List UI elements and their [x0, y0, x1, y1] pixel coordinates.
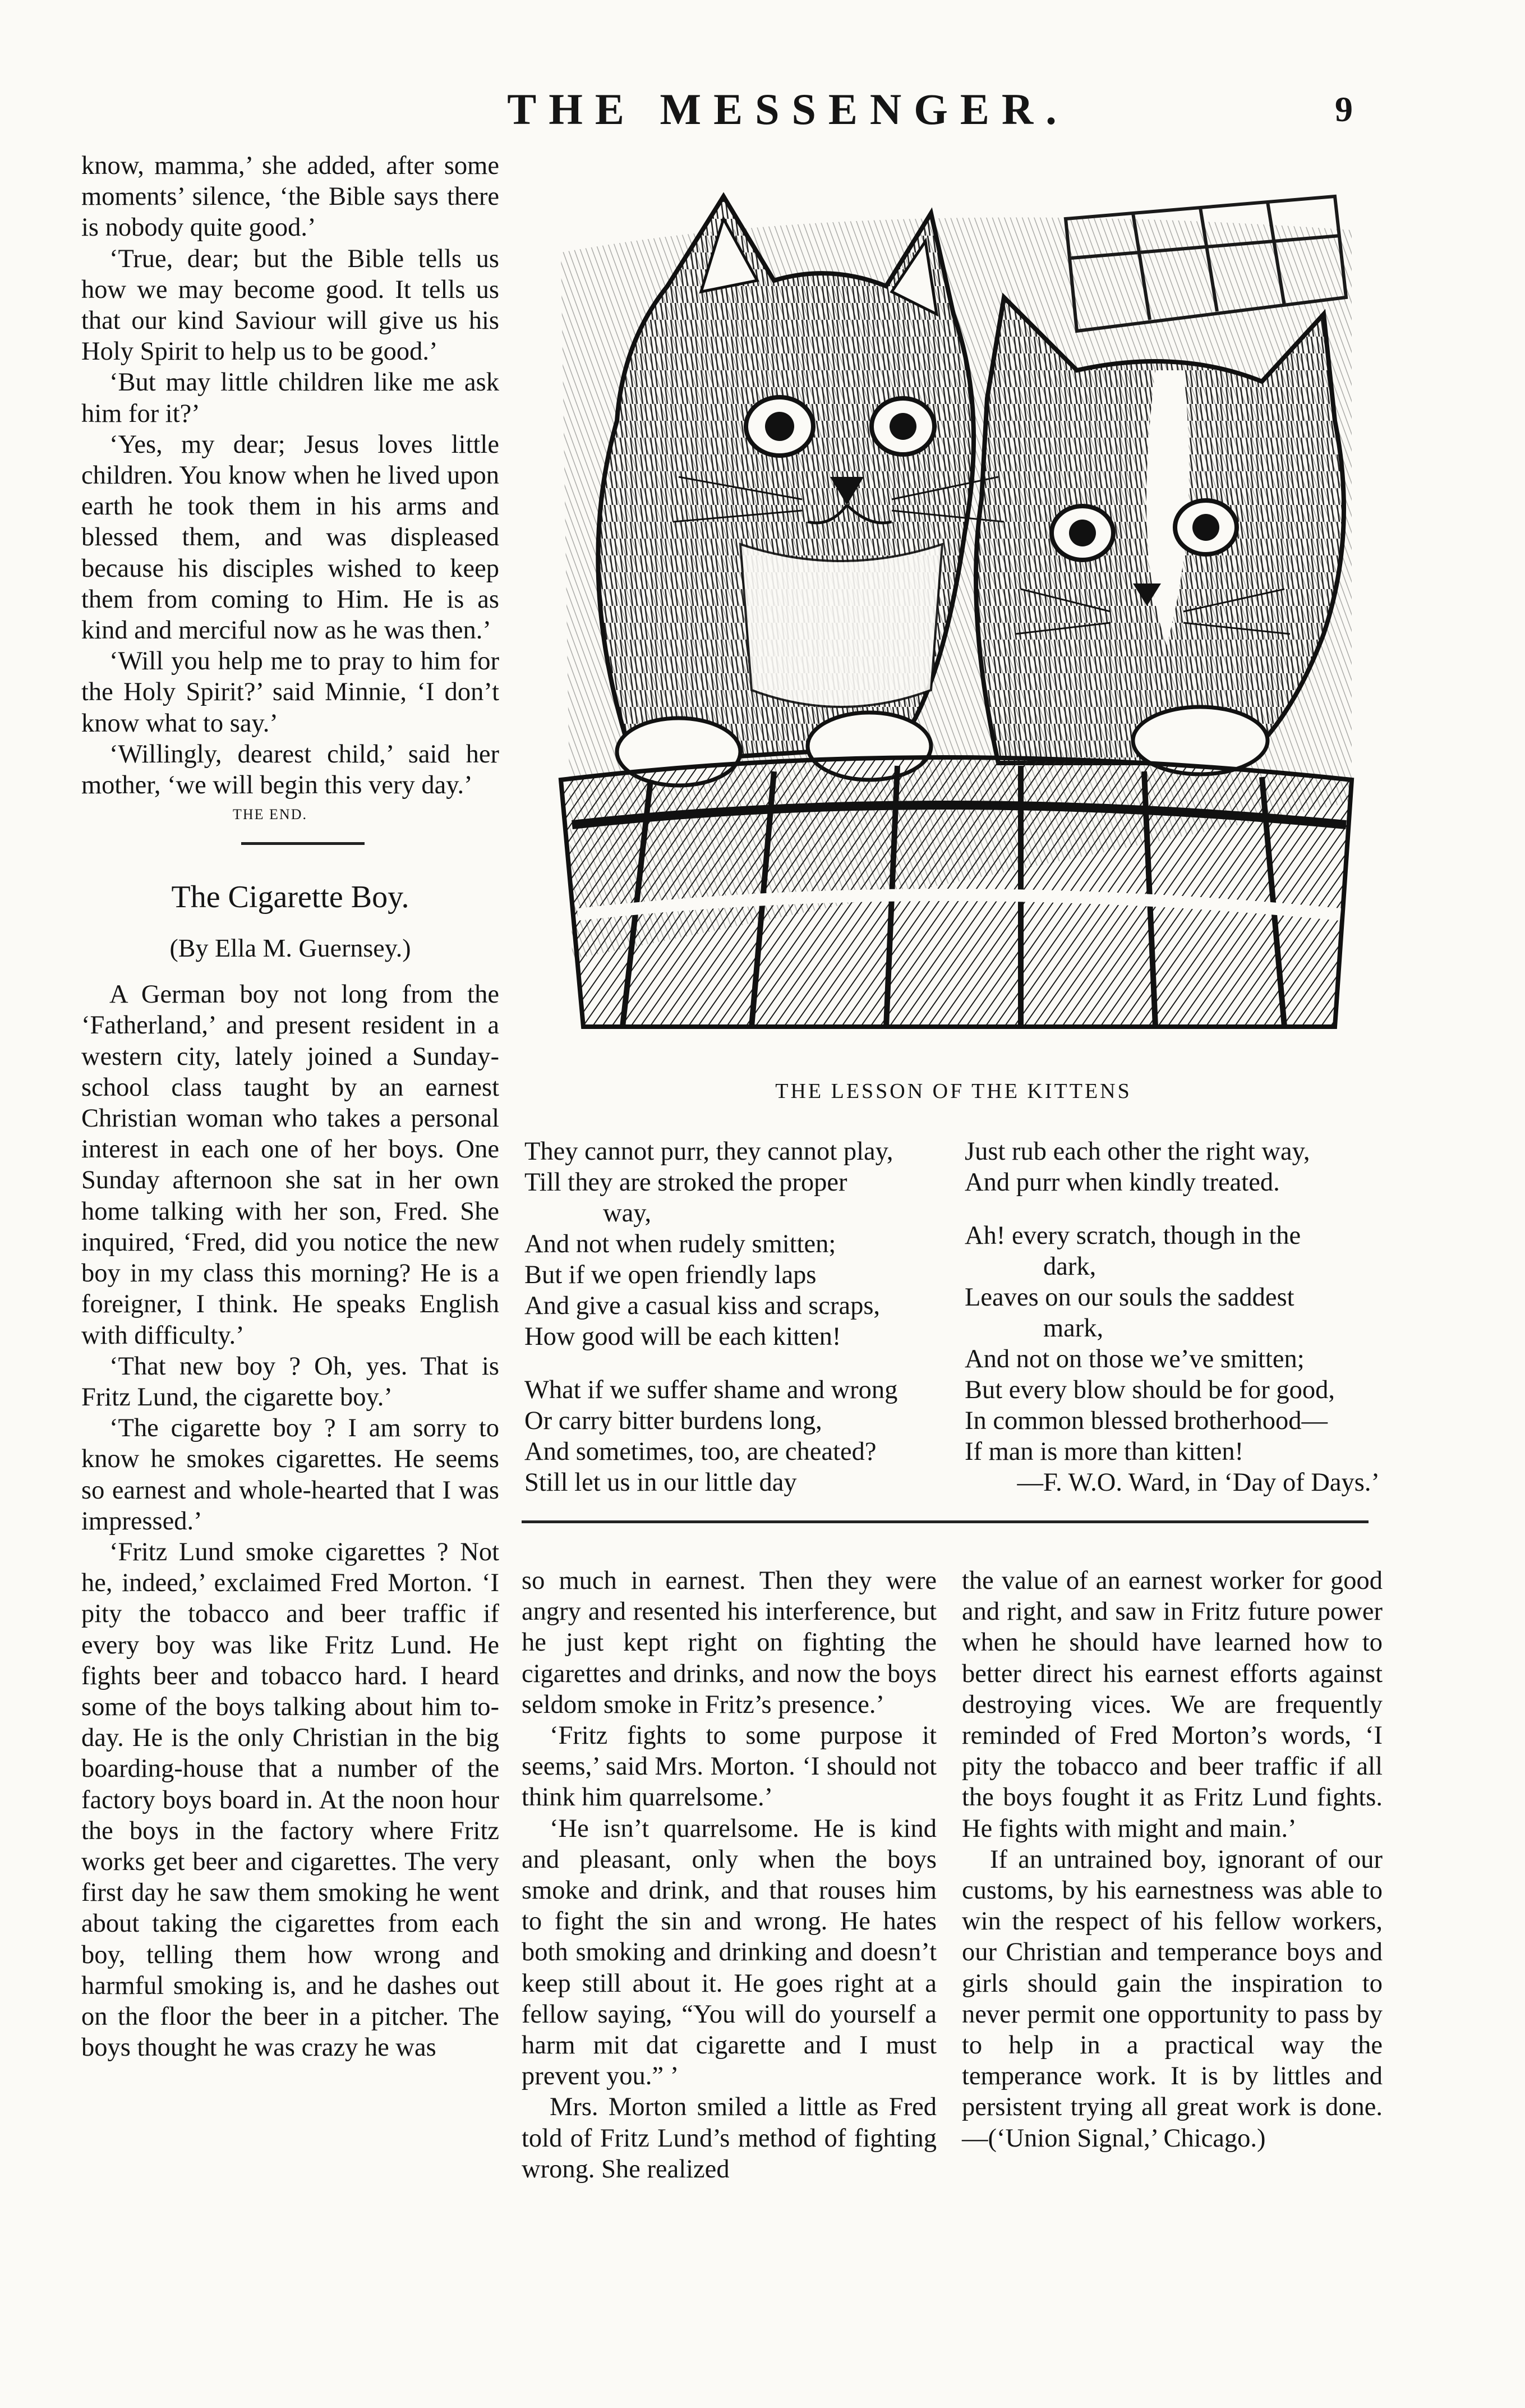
poem-line: What if we suffer shame and wrong	[524, 1376, 898, 1404]
section-rule	[241, 842, 365, 845]
story-continuation-paragraph: know, mamma,’ she added, after some moments’ silence, ‘the Bible says there is nobody quite good.’	[81, 151, 499, 242]
poem-line: And purr when kindly treated.	[965, 1168, 1280, 1197]
poem-line: And not when rudely smitten;	[524, 1230, 836, 1258]
poem-line: Till they are stroked the proper	[524, 1168, 847, 1197]
story-paragraph: so much in earnest. Then they were angry and resented his interference, but he just kept right on fighting the cigarettes and drinks, and now the boys seldom smoke in Fritz’s presence.’	[522, 1566, 937, 1719]
story-paragraph: If an untrained boy, ignorant of our customs, by his earnestness was able to win the respect of his fellow workers, our Christian and temperance boys and girls should gain the inspiration to never permit one opportunity to pass by to help in a practical way the temperance work. It is by littles and persistent trying all great work is done.—(‘Union Signal,’ Chicago.)	[962, 1845, 1383, 2153]
poem-line: Still let us in our little day	[524, 1468, 797, 1497]
poem-line: mark,	[1043, 1314, 1104, 1343]
poem-line: Just rub each other the right way,	[965, 1137, 1310, 1166]
story-continuation-paragraph: ‘True, dear; but the Bible tells us how we may become good. It tells us that our kind Saviour will give us his Holy Spirit to help us to be good.’	[81, 244, 499, 366]
poem-line: Or carry bitter burdens long,	[524, 1407, 822, 1435]
poem-line: dark,	[1043, 1252, 1096, 1281]
poem-line: And sometimes, too, are cheated?	[524, 1437, 877, 1466]
poem-line: How good will be each kitten!	[524, 1322, 841, 1351]
poem-line: way,	[603, 1199, 652, 1228]
poem-right-column	[965, 1136, 1380, 1498]
poem-line: In common blessed brotherhood—	[965, 1407, 1328, 1435]
section-divider	[522, 1520, 1369, 1523]
poem-line: Leaves on our souls the saddest	[965, 1283, 1294, 1312]
story-paragraph: ‘Fritz Lund smoke cigarettes ? Not he, indeed,’ exclaimed Fred Morton. ‘I pity the tobacco and beer traffic if every boy was like Fritz Lund. He fights beer and tobacco hard. I heard some of the boys talking about him to-day. He is the only Christian in the big boarding-house that a number of the factory boys board in. At the noon hour the boys in the factory where Fritz works get beer and cigarettes. The very first day he saw them smoking he went about taking the cigarettes from each boy, telling them how wrong and harmful smoking is, and he dashes out on the floor the beer in a pitcher. The boys thought he was crazy he was	[81, 1537, 499, 2062]
middle-column	[522, 1565, 937, 2185]
story-paragraph: ‘That new boy ? Oh, yes. That is Fritz Lund, the cigarette boy.’	[81, 1352, 499, 1412]
story-continuation-paragraph: ‘But may little children like me ask him for it?’	[81, 368, 499, 428]
poem-line: If man is more than kitten!	[965, 1437, 1244, 1466]
story-paragraph: Mrs. Morton smiled a little as Fred told of Fritz Lund’s method of fighting wrong. She realized	[522, 2093, 937, 2184]
right-kitten	[976, 297, 1344, 774]
poem-left-column	[524, 1136, 951, 1498]
right-column	[962, 1565, 1383, 2154]
story-paragraph: the value of an earnest worker for good and right, and saw in Fritz future power when he should have learned how to better direct his earnest efforts against destroying vices. We are frequently reminded of Fred Morton’s words, ‘I pity the tobacco and beer traffic if all the boys fought it as Fritz Lund fights. He fights with might and main.’	[962, 1566, 1383, 1843]
poem-line: But every blow should be for good,	[965, 1376, 1335, 1404]
poem-line: But if we open friendly laps	[524, 1261, 817, 1289]
left-column	[81, 150, 499, 2063]
masthead: THE MESSENGER.	[507, 85, 1069, 134]
page-number: 9	[1335, 89, 1353, 129]
story-paragraph: ‘Fritz fights to some purpose it seems,’ said Mrs. Morton. ‘I should not think him quarrelsome.’	[522, 1721, 937, 1812]
story-continuation-paragraph: ‘Willingly, dearest child,’ said her mother, ‘we will begin this very day.’	[81, 739, 499, 800]
story-paragraph: A German boy not long from the ‘Fatherland,’ and present resident in a western city, lately joined a Sunday-school class taught by an earnest Christian woman who takes a personal interest in each one of her boys. One Sunday afternoon she sat in her own home talking with her son, Fred. She inquired, ‘Fred, did you notice the new boy in my class this morning? He is a foreigner, I think. He speaks English with difficulty.’	[81, 980, 499, 1350]
story-continuation-paragraph: ‘Yes, my dear; Jesus loves little children. You know when he lived upon earth he took them in his arms and blessed them, and was displeased because his disciples wished to keep them from coming to Him. He is as kind and merciful now as he was then.’	[81, 430, 499, 645]
story-continuation-paragraph: ‘Will you help me to pray to him for the Holy Spirit?’ said Minnie, ‘I don’t know what to say.’	[81, 647, 499, 738]
illustration-caption: THE LESSON OF THE KITTENS	[775, 1079, 1132, 1103]
poem-line: Ah! every scratch, though in the	[965, 1221, 1301, 1250]
poem-attribution: —F. W.O. Ward, in ‘Day of Days.’	[1017, 1468, 1380, 1497]
story-paragraph: ‘He isn’t quarrelsome. He is kind and pleasant, only when the boys smoke and drink, and that rouses him to fight the sin and wrong. He hates both smoking and drinking and doesn’t keep still about it. He goes right at a fellow saying, “You will do yourself a harm mit dat cigarette and I must prevent you.” ’	[522, 1814, 937, 2091]
poem-line: They cannot purr, they cannot play,	[524, 1137, 893, 1166]
story-title: The Cigarette Boy.	[171, 880, 409, 915]
kittens-illustration	[538, 185, 1363, 1044]
basket	[561, 757, 1352, 1027]
the-end-mark: THE END.	[233, 806, 307, 823]
poem-line: And not on those we’ve smitten;	[965, 1345, 1305, 1373]
story-paragraph: ‘The cigarette boy ? I am sorry to know he smokes cigarettes. He seems so earnest and whole-hearted that I was impressed.’	[81, 1414, 499, 1536]
poem-line: And give a casual kiss and scraps,	[524, 1292, 881, 1320]
story-byline: (By Ella M. Guernsey.)	[169, 934, 411, 963]
